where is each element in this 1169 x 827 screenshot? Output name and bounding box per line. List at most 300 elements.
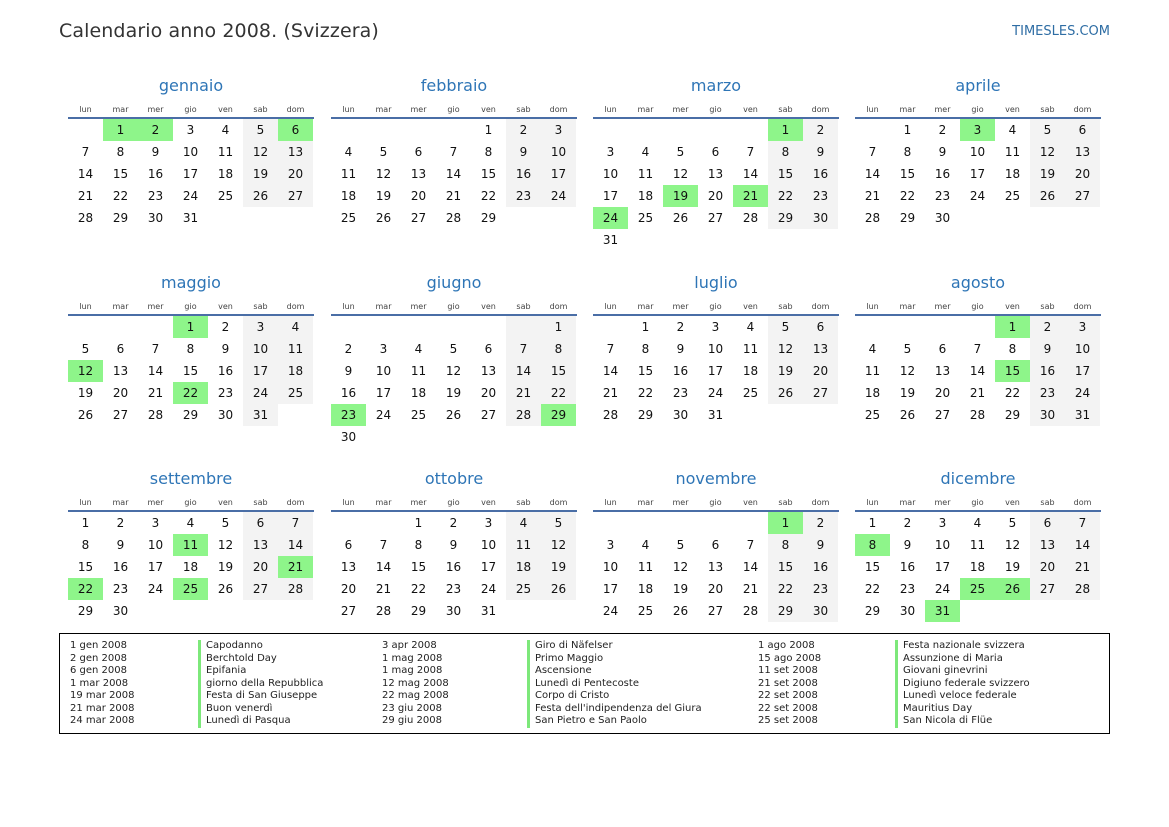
day-cell: 5 [221, 516, 230, 530]
week-row [855, 512, 1101, 534]
empty-cell [663, 229, 698, 251]
week-row [331, 426, 577, 448]
day-cell: 6 [711, 145, 720, 159]
empty-cell [506, 316, 541, 338]
day-cell: 25 [340, 211, 357, 225]
day-cell: 22 [480, 189, 497, 203]
legend-holiday-name: San Pietro e San Paolo [535, 715, 647, 726]
day-cell: 4 [414, 342, 423, 356]
legend-holiday-name: Capodanno [206, 640, 263, 651]
day-cell: 31 [182, 211, 199, 225]
day-cell: 29 [77, 604, 94, 618]
day-cell: 10 [707, 342, 724, 356]
legend-holiday-name: Assunzione di Maria [903, 652, 1003, 664]
day-cell: 11 [742, 342, 759, 356]
day-cell: 25 [410, 408, 427, 422]
day-cell: 29 [480, 211, 497, 225]
holiday-day-cell: 25 [960, 578, 995, 600]
week-row [68, 382, 314, 404]
day-cell: 26 [77, 408, 94, 422]
legend-date: 23 giu 2008 [382, 702, 442, 714]
day-cell: 26 [217, 582, 234, 596]
day-cell: 7 [973, 342, 982, 356]
month-name: agosto [950, 273, 1006, 292]
week-row [68, 578, 314, 600]
holiday-day-cell: 6 [278, 119, 313, 141]
legend-date: 21 mar 2008 [70, 702, 135, 714]
day-cell: 21 [506, 382, 541, 404]
weekday-label: gio [447, 105, 460, 114]
day-cell: 16 [899, 560, 916, 574]
holiday-day-cell: 21 [278, 556, 313, 578]
week-row [68, 556, 314, 578]
day-cell: 3 [243, 316, 278, 338]
day-cell: 11 [506, 534, 541, 556]
day-cell: 31 [480, 604, 497, 618]
empty-cell [103, 316, 138, 338]
week-row [593, 578, 839, 600]
empty-cell [243, 207, 278, 229]
day-cell: 18 [182, 560, 199, 574]
day-cell: 11 [217, 145, 234, 159]
day-cell: 27 [410, 211, 427, 225]
day-cell: 15 [768, 163, 803, 185]
week-row [331, 600, 577, 622]
empty-cell [733, 512, 768, 534]
week-row [331, 556, 577, 578]
weekday-label: lun [342, 105, 355, 114]
weekday-label: mar [112, 105, 129, 114]
month-dicembre [855, 465, 1101, 622]
weekday-label: lun [79, 498, 92, 507]
week-row [593, 382, 839, 404]
empty-cell [768, 229, 803, 251]
weekday-label: mer [672, 105, 689, 114]
empty-cell [331, 512, 366, 534]
empty-cell [995, 600, 1030, 622]
weekday-label: mer [934, 498, 951, 507]
week-row [68, 512, 314, 534]
day-cell: 21 [742, 582, 759, 596]
day-cell: 26 [899, 408, 916, 422]
empty-cell [541, 600, 576, 622]
week-row [331, 578, 577, 600]
day-cell: 4 [344, 145, 353, 159]
day-cell: 23 [112, 582, 129, 596]
day-cell: 3 [541, 119, 576, 141]
empty-cell [401, 119, 436, 141]
legend-date: 12 mag 2008 [382, 677, 449, 689]
day-cell: 19 [1004, 560, 1021, 574]
day-cell: 29 [864, 604, 881, 618]
day-cell: 6 [116, 342, 125, 356]
day-cell: 20 [1065, 163, 1100, 185]
weekday-label: ven [743, 105, 758, 114]
day-cell: 4 [746, 320, 755, 334]
day-cell: 8 [116, 145, 125, 159]
day-cell: 25 [864, 408, 881, 422]
holiday-day-cell: 23 [331, 404, 366, 426]
weekday-label: dom [549, 302, 568, 311]
day-cell: 22 [410, 582, 427, 596]
day-cell: 25 [506, 578, 541, 600]
day-cell: 3 [606, 145, 615, 159]
legend-holiday-name: Festa nazionale svizzera [903, 640, 1025, 651]
day-cell: 17 [602, 582, 619, 596]
day-cell: 19 [541, 556, 576, 578]
empty-cell [366, 316, 401, 338]
day-cell: 27 [340, 604, 357, 618]
day-cell: 9 [676, 342, 685, 356]
week-row [593, 163, 839, 185]
day-cell: 14 [969, 364, 986, 378]
day-cell: 21 [375, 582, 392, 596]
day-cell: 25 [637, 604, 654, 618]
week-row [855, 360, 1101, 382]
day-cell: 17 [375, 386, 392, 400]
day-cell: 29 [768, 207, 803, 229]
day-cell: 13 [1065, 141, 1100, 163]
weekday-label: dom [286, 302, 305, 311]
week-row [331, 338, 577, 360]
day-cell: 14 [278, 534, 313, 556]
day-cell: 24 [182, 189, 199, 203]
holiday-day-cell: 12 [68, 360, 103, 382]
day-cell: 1 [81, 516, 90, 530]
empty-cell [331, 119, 366, 141]
week-row [593, 141, 839, 163]
day-cell: 8 [903, 145, 912, 159]
day-cell: 20 [803, 360, 838, 382]
empty-cell [366, 119, 401, 141]
day-cell: 12 [217, 538, 234, 552]
day-cell: 26 [672, 604, 689, 618]
weekday-label: mar [899, 105, 916, 114]
legend-holiday-name: Lunedì di Pasqua [206, 715, 291, 726]
weekday-label: ven [481, 302, 496, 311]
month-name: aprile [955, 76, 1001, 95]
month-luglio [593, 269, 839, 426]
week-row [331, 512, 577, 534]
day-cell: 22 [637, 386, 654, 400]
day-cell: 12 [1030, 141, 1065, 163]
week-row [855, 578, 1101, 600]
weekday-label: sab [778, 105, 793, 114]
month-gennaio [68, 72, 314, 229]
day-cell: 30 [934, 211, 951, 225]
month-name: giugno [426, 273, 482, 292]
holiday-day-cell: 25 [173, 578, 208, 600]
empty-cell [1030, 207, 1065, 229]
day-cell: 14 [147, 364, 164, 378]
legend-date: 29 giu 2008 [382, 715, 442, 726]
weekday-label: ven [1005, 498, 1020, 507]
empty-cell [855, 316, 890, 338]
day-cell: 27 [243, 578, 278, 600]
day-cell: 30 [445, 604, 462, 618]
weekday-label: gio [709, 105, 722, 114]
day-cell: 7 [81, 145, 90, 159]
week-row [331, 316, 577, 338]
empty-cell [278, 207, 313, 229]
day-cell: 27 [934, 408, 951, 422]
week-row [593, 338, 839, 360]
weekday-label: gio [709, 498, 722, 507]
legend-date: 22 mag 2008 [382, 690, 449, 701]
day-cell: 13 [803, 338, 838, 360]
day-cell: 15 [112, 167, 129, 181]
day-cell: 20 [243, 556, 278, 578]
empty-cell [208, 600, 243, 622]
weekday-label: gio [709, 302, 722, 311]
day-cell: 31 [243, 404, 278, 426]
day-cell: 24 [707, 386, 724, 400]
day-cell: 6 [484, 342, 493, 356]
day-cell: 28 [278, 578, 313, 600]
day-cell: 19 [77, 386, 94, 400]
day-cell: 5 [81, 342, 90, 356]
day-cell: 22 [768, 578, 803, 600]
day-cell: 28 [147, 408, 164, 422]
holiday-day-cell: 1 [103, 119, 138, 141]
day-cell: 19 [217, 560, 234, 574]
day-cell: 30 [803, 600, 838, 622]
day-cell: 12 [243, 141, 278, 163]
month-name: luglio [694, 273, 738, 292]
weekday-label: ven [743, 498, 758, 507]
day-cell: 19 [899, 386, 916, 400]
day-cell: 7 [868, 145, 877, 159]
weekday-label: ven [1005, 302, 1020, 311]
weekday-header [593, 495, 839, 512]
week-row [855, 600, 1101, 622]
day-cell: 25 [637, 211, 654, 225]
empty-cell [541, 426, 576, 448]
day-cell: 31 [602, 233, 619, 247]
legend-holiday-name: Primo Maggio [535, 652, 604, 664]
day-cell: 26 [243, 185, 278, 207]
week-row [855, 316, 1101, 338]
month-name: febbraio [420, 76, 488, 95]
weekday-label: ven [218, 105, 233, 114]
week-row [331, 360, 577, 382]
month-name: novembre [675, 469, 757, 488]
legend-holiday-name: Festa di San Giuseppe [206, 690, 318, 701]
weekday-label: mer [147, 105, 164, 114]
day-cell: 29 [182, 408, 199, 422]
day-cell: 22 [1004, 386, 1021, 400]
day-cell: 10 [602, 167, 619, 181]
day-cell: 30 [340, 430, 357, 444]
day-cell: 30 [217, 408, 234, 422]
empty-cell [698, 229, 733, 251]
day-cell: 28 [445, 211, 462, 225]
weekday-label: dom [1073, 302, 1092, 311]
day-cell: 10 [1065, 338, 1100, 360]
legend-holiday-name: Digiuno federale svizzero [903, 677, 1030, 689]
day-cell: 23 [803, 185, 838, 207]
empty-cell [1030, 600, 1065, 622]
holiday-day-cell: 22 [173, 382, 208, 404]
holiday-day-cell: 19 [663, 185, 698, 207]
day-cell: 25 [217, 189, 234, 203]
holiday-day-cell: 31 [925, 600, 960, 622]
day-cell: 16 [934, 167, 951, 181]
day-cell: 11 [278, 338, 313, 360]
weekday-label: dom [1073, 105, 1092, 114]
day-cell: 19 [672, 582, 689, 596]
month-aprile [855, 72, 1101, 229]
day-cell: 8 [1008, 342, 1017, 356]
day-cell: 11 [340, 167, 357, 181]
week-row [855, 534, 1101, 556]
empty-cell [628, 119, 663, 141]
day-cell: 10 [480, 538, 497, 552]
day-cell: 1 [868, 516, 877, 530]
weekday-label: mer [147, 498, 164, 507]
week-row [593, 404, 839, 426]
weekday-label: sab [1040, 498, 1055, 507]
weekday-header [331, 495, 577, 512]
day-cell: 17 [541, 163, 576, 185]
week-row [68, 141, 314, 163]
week-row [855, 163, 1101, 185]
day-cell: 16 [803, 163, 838, 185]
day-cell: 2 [506, 119, 541, 141]
day-cell: 5 [449, 342, 458, 356]
week-row [331, 119, 577, 141]
holiday-day-cell: 21 [733, 185, 768, 207]
day-cell: 9 [151, 145, 160, 159]
day-cell: 7 [1065, 512, 1100, 534]
day-cell: 24 [934, 582, 951, 596]
day-cell: 16 [672, 364, 689, 378]
weekday-label: gio [447, 302, 460, 311]
weekday-header [855, 495, 1101, 512]
day-cell: 3 [711, 320, 720, 334]
empty-cell [803, 404, 838, 426]
day-cell: 16 [506, 163, 541, 185]
day-cell: 11 [637, 560, 654, 574]
weekday-label: gio [971, 105, 984, 114]
empty-cell [663, 119, 698, 141]
day-cell: 2 [803, 119, 838, 141]
day-cell: 20 [1030, 556, 1065, 578]
month-name: gennaio [158, 76, 224, 95]
week-row [331, 207, 577, 229]
day-cell: 6 [938, 342, 947, 356]
week-row [593, 534, 839, 556]
day-cell: 7 [746, 538, 755, 552]
legend-date: 25 set 2008 [758, 715, 818, 726]
day-cell: 24 [541, 185, 576, 207]
empty-cell [138, 316, 173, 338]
day-cell: 18 [742, 364, 759, 378]
legend-date: 1 mar 2008 [70, 677, 129, 689]
legend-holiday-name: Ascensione [535, 665, 592, 676]
day-cell: 24 [1065, 382, 1100, 404]
day-cell: 21 [445, 189, 462, 203]
day-cell: 28 [375, 604, 392, 618]
day-cell: 8 [641, 342, 650, 356]
day-cell: 9 [938, 145, 947, 159]
weekday-label: ven [481, 105, 496, 114]
day-cell: 24 [969, 189, 986, 203]
legend-date: 24 mar 2008 [70, 715, 135, 726]
day-cell: 13 [340, 560, 357, 574]
site-link[interactable]: TIMESLES.COM [1012, 24, 1110, 39]
empty-cell [471, 426, 506, 448]
day-cell: 27 [707, 211, 724, 225]
weekday-label: sab [1040, 105, 1055, 114]
legend-dates [70, 640, 135, 728]
day-cell: 7 [278, 512, 313, 534]
legend-holiday-name: giorno della Repubblica [206, 677, 324, 689]
weekday-label: lun [866, 302, 879, 311]
day-cell: 15 [899, 167, 916, 181]
day-cell: 30 [672, 408, 689, 422]
day-cell: 14 [602, 364, 619, 378]
month-name: settembre [149, 469, 233, 488]
day-cell: 17 [707, 364, 724, 378]
empty-cell [960, 207, 995, 229]
week-row [68, 185, 314, 207]
day-cell: 13 [707, 167, 724, 181]
empty-cell [960, 316, 995, 338]
day-cell: 6 [414, 145, 423, 159]
day-cell: 14 [1065, 534, 1100, 556]
day-cell: 20 [707, 582, 724, 596]
weekday-label: sab [1040, 302, 1055, 311]
empty-cell [628, 229, 663, 251]
empty-cell [138, 600, 173, 622]
weekday-label: mar [112, 498, 129, 507]
weekday-label: mar [637, 498, 654, 507]
day-cell: 20 [340, 582, 357, 596]
day-cell: 19 [445, 386, 462, 400]
weekday-header [68, 495, 314, 512]
day-cell: 4 [221, 123, 230, 137]
month-giugno [331, 269, 577, 448]
legend-holiday-name: Giovani ginevrini [903, 665, 988, 676]
empty-cell [663, 512, 698, 534]
weekday-label: gio [971, 302, 984, 311]
weekday-label: dom [286, 105, 305, 114]
day-cell: 31 [1065, 404, 1100, 426]
empty-cell [698, 119, 733, 141]
legend-holiday-name: Lunedì veloce federale [903, 690, 1017, 701]
legend-holiday-name: Buon venerdì [206, 702, 273, 714]
weekday-label: lun [604, 105, 617, 114]
empty-cell [733, 229, 768, 251]
day-cell: 27 [803, 382, 838, 404]
weekday-label: lun [79, 105, 92, 114]
day-cell: 18 [637, 189, 654, 203]
legend-names [895, 640, 1030, 728]
week-row [68, 404, 314, 426]
day-cell: 6 [1065, 119, 1100, 141]
legend-date: 2 gen 2008 [70, 652, 128, 664]
weekday-header [855, 102, 1101, 119]
weekday-label: gio [971, 498, 984, 507]
week-row [855, 141, 1101, 163]
day-cell: 4 [1008, 123, 1017, 137]
empty-cell [401, 316, 436, 338]
day-cell: 19 [375, 189, 392, 203]
day-cell: 16 [147, 167, 164, 181]
holiday-legend [59, 633, 1110, 734]
day-cell: 14 [445, 167, 462, 181]
